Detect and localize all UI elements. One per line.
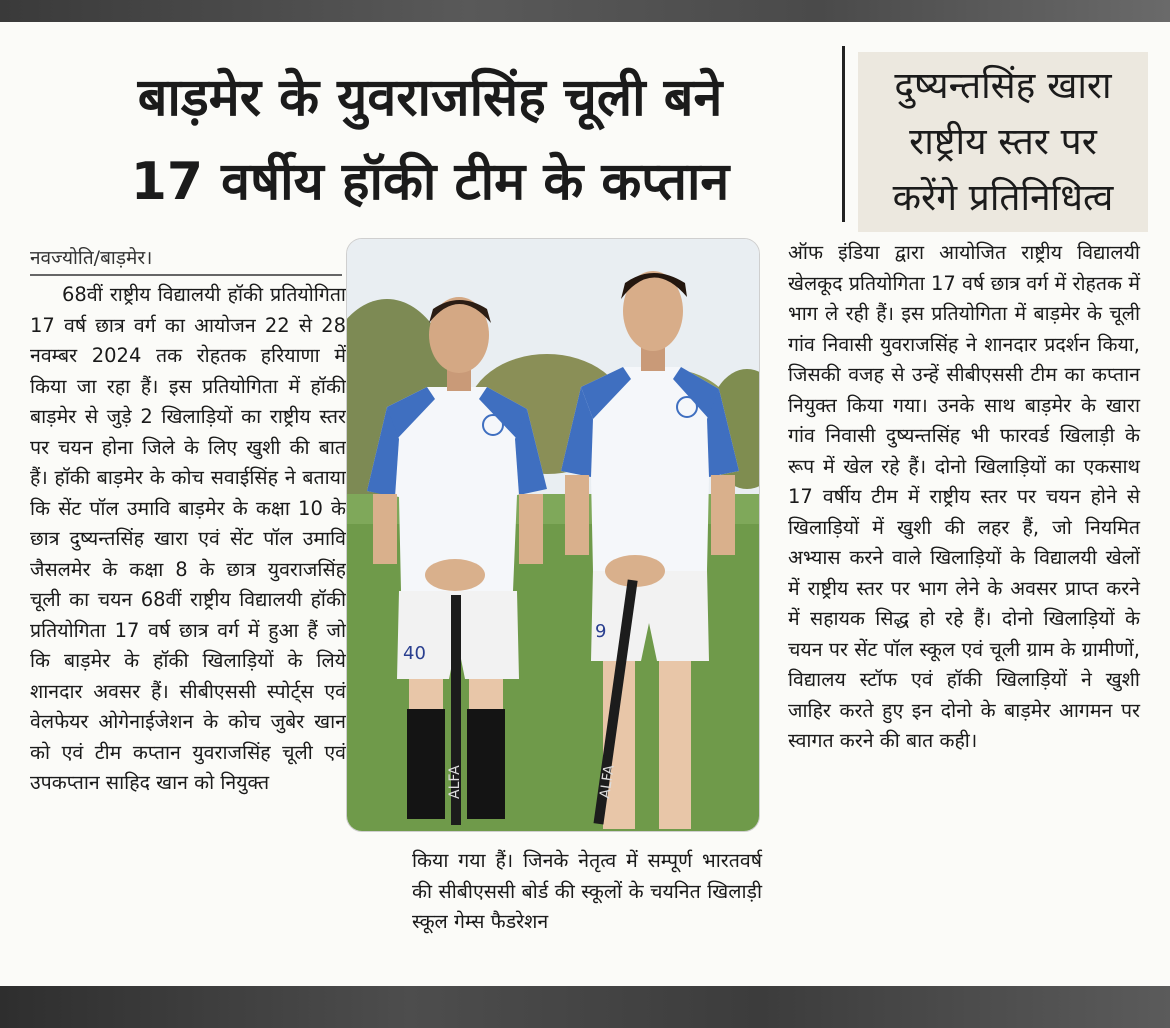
article-paragraph: किया गया हैं। जिनके नेतृत्व में सम्पूर्ण भारतवर्ष की सीबीएससी बोर्ड की स्कूलों के चयनित खिलाड़ी स्कूल गेम्स फैडरेशन <box>412 849 762 933</box>
newspaper-clipping <box>0 22 1170 986</box>
left-stick-brand: ALFA <box>447 765 463 799</box>
right-shorts-number: 9 <box>595 621 607 642</box>
players-photo <box>346 238 760 832</box>
side-headline-line-2: राष्ट्रीय स्तर पर <box>909 120 1097 163</box>
main-headline <box>30 56 830 224</box>
article-paragraph: ऑफ इंडिया द्वारा आयोजित राष्ट्रीय विद्यालयी खेलकूद प्रतियोगिता 17 वर्ष छात्र वर्ग में रोहतक में भाग ले रही हैं। इस प्रतियोगिता में बाड़मेर के चूली गांव निवासी युवराजसिंह ने शानदार प्रदर्शन किया, जिसकी वजह से उन्हें सीबीएससी टीम का कप्तान नियुक्त किया गया। उनके साथ बाड़मेर के खारा गांव निवासी दुष्यन्तसिंह भी फारवर्ड खिलाड़ी के रूप में खेल रहे हैं। दोनो खिलाड़ियों का एकसाथ 17 वर्षीय टीम में राष्ट्रीय स्तर पर चयन होने से खिलाड़ियों में खुशी की लहर हैं, जो नियमित अभ्यास करने वाले खिलाड़ियों के विद्यालयी खेलों में राष्ट्रीय स्तर पर भाग लेने के अवसर प्राप्त करने में सहायक सिद्ध हो रहे हैं। दोनो खिलाड़ियों के चयन पर सेंट पॉल स्कूल एवं चूली ग्राम के ग्रामीणों, विद्यालय स्टॉफ एवं हॉकी खिलाड़ियों ने खुशी जाहिर करते हुए इन दोनो के बाड़मेर आगमन पर स्वागत करने की बात कही। <box>788 241 1140 752</box>
right-stick-brand: ALFA <box>597 763 618 800</box>
article-column-1 <box>30 280 346 799</box>
article-paragraph: 68वीं राष्ट्रीय विद्यालयी हॉकी प्रतियोगिता 17 वर्ष छात्र वर्ग का आयोजन 22 से 28 नवम्बर 2024 तक रोहतक हरियाणा में किया जा रहा हैं। इस प्रतियोगिता में हॉकी बाड़मेर से जुड़े 2 खिलाड़ियों का राष्ट्रीय स्तर पर चयन होना जिले के लिए खुशी की बात हैं। हॉकी बाड़मेर के कोच सवाईसिंह ने बताया कि सेंट पॉल उमावि बाड़मेर के कक्षा 10 के छात्र दुष्यन्तसिंह खारा एवं सेंट पॉल उमावि जैसलमेर के कक्षा 8 के छात्र युवराजसिंह चूली का चयन 68वीं राष्ट्रीय विद्यालयी हॉकी प्रतियोगिता 17 वर्ष छात्र वर्ग में हुआ हैं जो कि बाड़मेर के हॉकी खिलाड़ियों के लिये शानदार अवसर हैं। सीबीएससी स्पोर्ट्स एवं वेलफेयर ओगेनाईजेशन के कोच जुबेर खान को एवं टीम कप्तान युवराजसिंह चूली एवं उपकप्तान साहिद खान को नियुक्त <box>30 283 346 794</box>
article-column-2 <box>412 846 762 938</box>
byline: नवज्योति/बाड़मेर। <box>30 247 153 269</box>
side-headline-line-3: करेंगे प्रतिनिधित्व <box>892 176 1114 219</box>
side-headline-line-1: दुष्यन्तसिंह खारा <box>894 64 1112 107</box>
side-headline <box>858 52 1148 232</box>
side-headline-rule <box>842 46 845 222</box>
top-frame-strip <box>0 0 1170 22</box>
article-column-3 <box>788 238 1140 757</box>
bottom-frame-strip <box>0 986 1170 1028</box>
headline-line-2: 17 वर्षीय हॉकी टीम के कप्तान <box>130 152 730 212</box>
byline-rule <box>30 274 342 276</box>
left-shorts-number: 40 <box>403 643 426 664</box>
headline-line-1: बाड़मेर के युवराजसिंह चूली बने <box>137 68 723 128</box>
